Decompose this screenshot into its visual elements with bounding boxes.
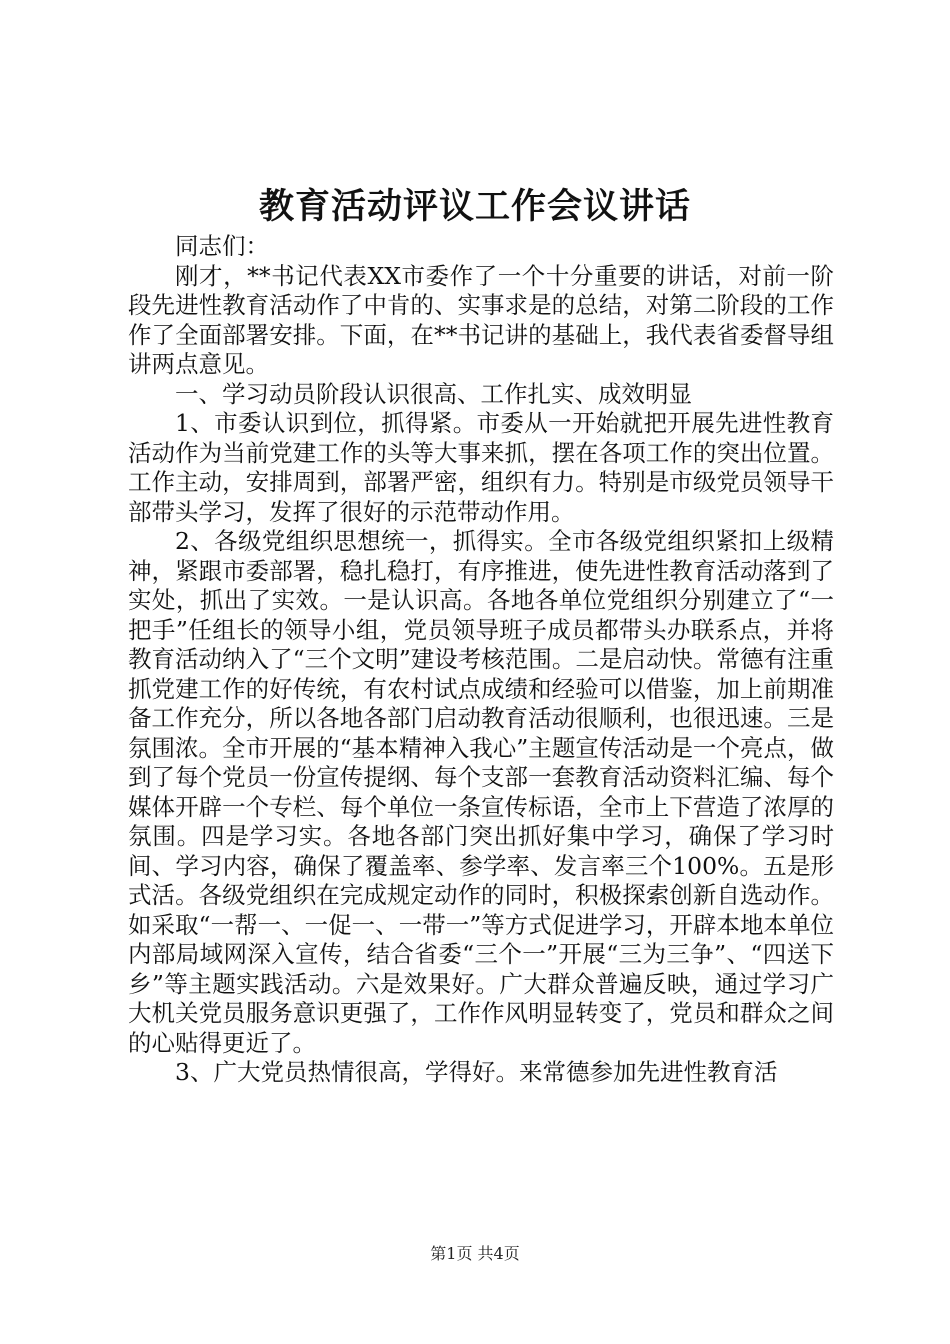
point-1-paragraph: 1、市委认识到位，抓得紧。市委从一开始就把开展先进性教育活动作为当前党建工作的头等大事来抓，摆在各项工作的突出位置。工作主动，安排周到，部署严密，组织有力。特别是市级党员领导干部带头学习，发挥了很好的示范带动作用。 <box>128 409 834 526</box>
document-body <box>128 232 834 1088</box>
page-footer <box>0 1243 950 1265</box>
intro-paragraph: 刚才，**书记代表XX市委作了一个十分重要的讲话，对前一阶段先进性教育活动作了中肯的、实事求是的总结，对第二阶段的工作作了全面部署安排。下面，在**书记讲的基础上，我代表省委督导组讲两点意见。 <box>128 261 834 378</box>
salutation-paragraph: 同志们： <box>175 232 269 260</box>
document-title: 教育活动评议工作会议讲话 <box>258 186 691 227</box>
section-heading-paragraph: 一、学习动员阶段认识很高、工作扎实、成效明显 <box>175 379 692 408</box>
point-2-paragraph: 2、各级党组织思想统一，抓得实。全市各级党组织紧扣上级精神，紧跟市委部署，稳扎稳打，有序推进，使先进性教育活动落到了实处，抓出了实效。一是认识高。各地各单位党组织分别建立了“一把手”任组长的领导小组，党员领导班子成员都带头办联系点，并将教育活动纳入了“三个文明”建设考核范围。二是启动快。常德有注重抓党建工作的好传统，有农村试点成绩和经验可以借鉴，加上前期准备工作充分，所以各地各部门启动教育活动很顺利，也很迅速。三是氛围浓。全市开展的“基本精神入我心”主题宣传活动是一个亮点，做到了每个党员一份宣传提纲、每个支部一套教育活动资料汇编、每个媒体开辟一个专栏、每个单位一条宣传标语，全市上下营造了浓厚的氛围。四是学习实。各地各部门突出抓好集中学习，确保了学习时间、学习内容，确保了覆盖率、参学率、发言率三个100%。五是形式活。各级党组织在完成规定动作的同时，积极探索创新自选动作。如采取“一帮一、一促一、一带一”等方式促进学习，开辟本地本单位内部局域网深入宣传，结合省委“三个一”开展“三为三争”、“四送下乡”等主题实践活动。六是效果好。广大群众普遍反映，通过学习广大机关党员服务意识更强了，工作作风明显转变了，党员和群众之间的心贴得更近了。 <box>128 527 834 1057</box>
page-indicator: 第1页 共4页 <box>430 1244 520 1263</box>
point-3-paragraph: 3、广大党员热情很高，学得好。来常德参加先进性教育活 <box>175 1058 778 1086</box>
